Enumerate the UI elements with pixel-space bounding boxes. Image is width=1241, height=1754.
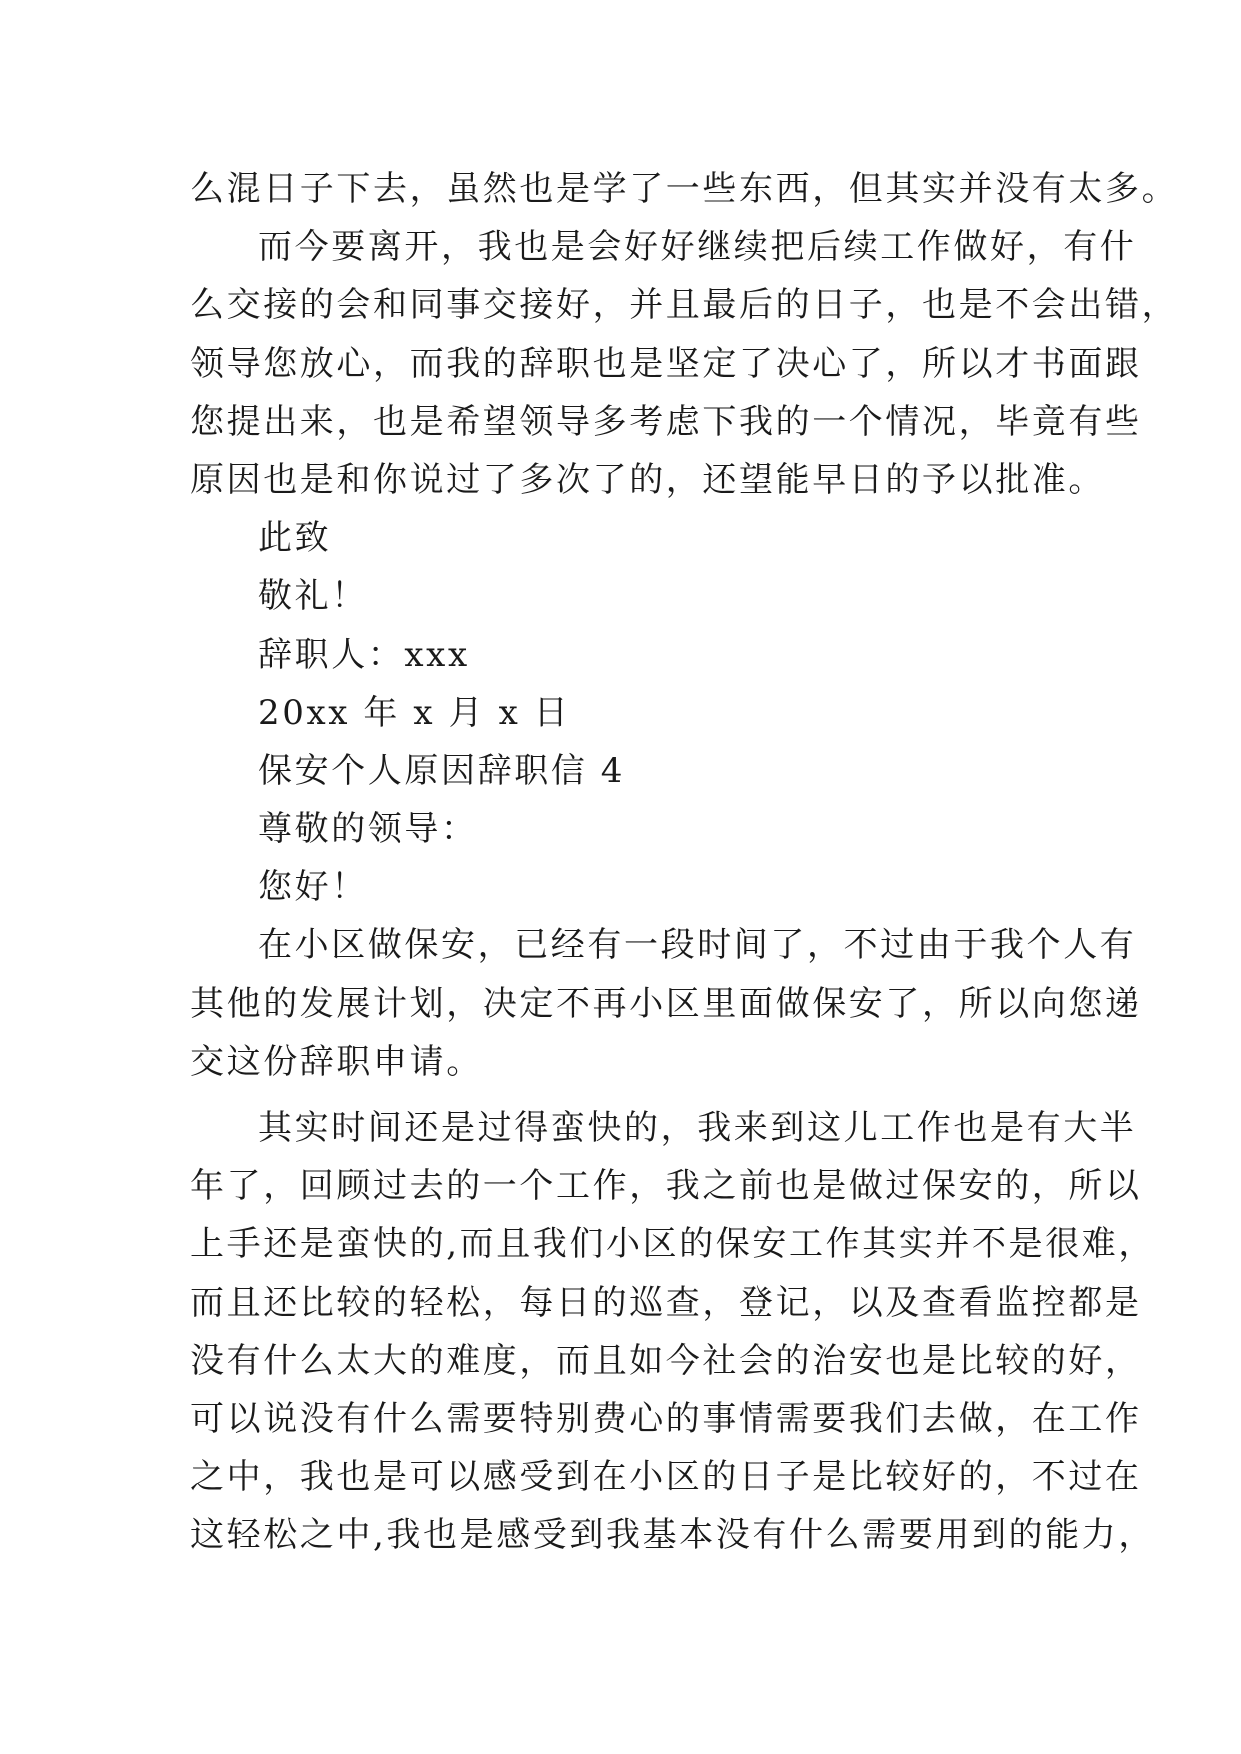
text-line: 领导您放心，而我的辞职也是坚定了决心了，所以才书面跟 xyxy=(190,343,1142,384)
paragraph-start-line: 其实时间还是过得蛮快的，我来到这儿工作也是有大半 xyxy=(258,1108,1137,1148)
text-line: 么混日子下去，虽然也是学了一些东西，但其实并没有太多。 xyxy=(190,169,1179,209)
greeting-recipient: 尊敬的领导： xyxy=(258,809,478,850)
text-line: 年了，回顾过去的一个工作，我之前也是做过保安的，所以 xyxy=(190,1166,1142,1207)
text-line: 么交接的会和同事交接好，并且最后的日子，也是不会出错， xyxy=(190,285,1179,326)
closing-salutation: 此致 xyxy=(258,518,332,559)
letter-body xyxy=(190,160,1179,1565)
text-line: 您提出来，也是希望领导多考虑下我的一个情况，毕竟有些 xyxy=(190,401,1142,442)
text-line: 交这份辞职申请。 xyxy=(190,1041,483,1082)
text-line: 没有什么太大的难度，而且如今社会的治安也是比较的好， xyxy=(190,1340,1142,1381)
text-line: 这轻松之中,我也是感受到我基本没有什么需要用到的能力， xyxy=(190,1515,1156,1556)
text-line: 其他的发展计划，决定不再小区里面做保安了，所以向您递 xyxy=(190,983,1142,1024)
greeting: 您好！ xyxy=(258,867,368,908)
paragraph-gap xyxy=(190,1091,1060,1099)
text-line: 可以说没有什么需要特别费心的事情需要我们去做，在工作 xyxy=(190,1398,1142,1439)
paragraph-start-line: 在小区做保安，已经有一段时间了，不过由于我个人有 xyxy=(258,925,1137,966)
text-line: 上手还是蛮快的,而且我们小区的保安工作其实并不是很难， xyxy=(190,1224,1156,1265)
letter-title: 保安个人原因辞职信 4 xyxy=(258,750,626,791)
text-line: 而且还比较的轻松，每日的巡查，登记，以及查看监控都是 xyxy=(190,1282,1142,1323)
closing-regards: 敬礼！ xyxy=(258,576,368,617)
paragraph-start-line: 而今要离开，我也是会好好继续把后续工作做好，有什 xyxy=(258,227,1137,268)
text-line: 之中，我也是可以感受到在小区的日子是比较好的，不过在 xyxy=(190,1457,1142,1498)
signature-name: 辞职人：xxx xyxy=(258,634,470,675)
text-line: 原因也是和你说过了多次了的，还望能早日的予以批准。 xyxy=(190,459,1105,500)
signature-date: 20xx 年 x 月 x 日 xyxy=(258,692,571,733)
